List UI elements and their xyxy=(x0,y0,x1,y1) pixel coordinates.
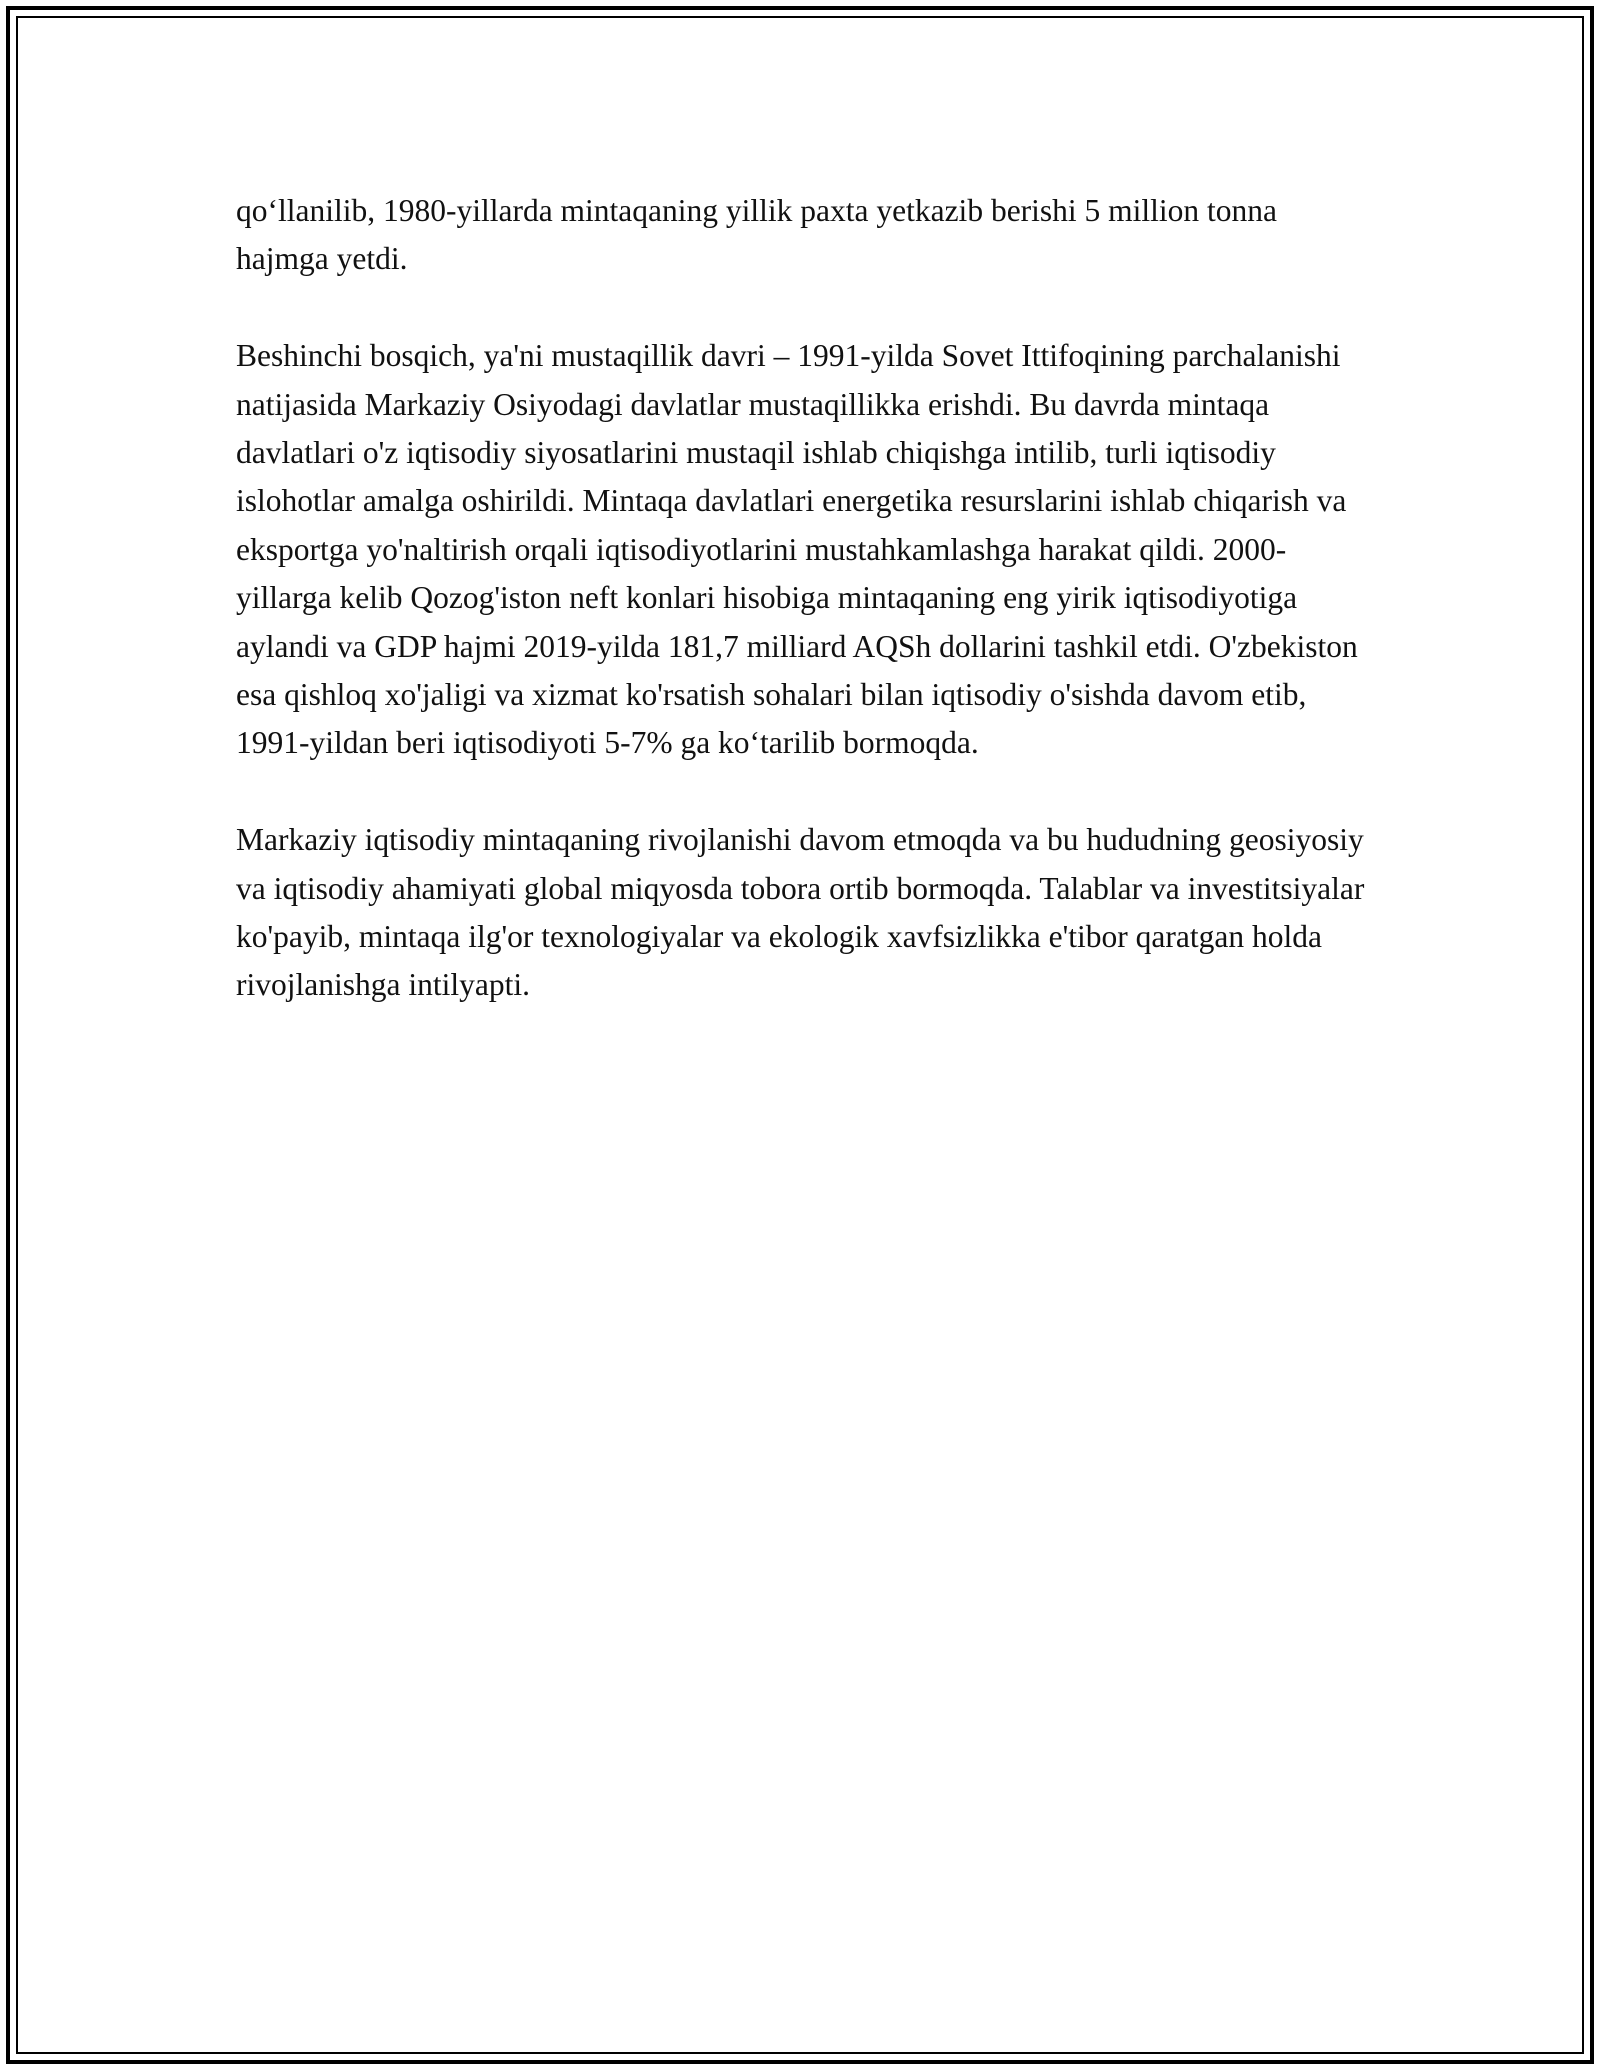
paragraph-conclusion: Markaziy iqtisodiy mintaqaning rivojlanishi davom etmoqda va bu hududning geosiyosiy va iqtisodiy ahamiyati global miqyosda tobora ortib bormoqda. Talablar va investitsiyalar ko'payib, mintaqa ilg'or texnologiyalar va ekologik xavfsizlikka e'tibor qaratgan holda rivojlanishga intilyapti. xyxy=(236,822,1365,1003)
document-body xyxy=(236,187,1366,1058)
paragraph-continuation: qo‘llanilib, 1980-yillarda mintaqaning yillik paxta yetkazib berishi 5 million tonna hajmga yetdi. xyxy=(236,193,1278,277)
paragraph-independence-period: Beshinchi bosqich, ya'ni mustaqillik davri – 1991-yilda Sovet Ittifoqining parchalanishi natijasida Markaziy Osiyodagi davlatlar mustaqillikka erishdi. Bu davrda mintaqa davlatlari o'z iqtisodiy siyosatlarini mustaqil ishlab chiqishga intilib, turli iqtisodiy islohotlar amalga oshirildi. Mintaqa davlatlari energetika resurslarini ishlab chiqarish va eksportga yo'naltirish orqali iqtisodiyotlarini mustahkamlashga harakat qildi. 2000-yillarga kelib Qozog'iston neft konlari hisobiga mintaqaning eng yirik iqtisodiyotiga aylandi va GDP hajmi 2019-yilda 181,7 milliard AQSh dollarini tashkil etdi. O'zbekiston esa qishloq xo'jaligi va xizmat ko'rsatish sohalari bilan iqtisodiy o'sishda davom etib, 1991-yildan beri iqtisodiyoti 5-7% ga ko‘tarilib bormoqda. xyxy=(236,338,1358,761)
